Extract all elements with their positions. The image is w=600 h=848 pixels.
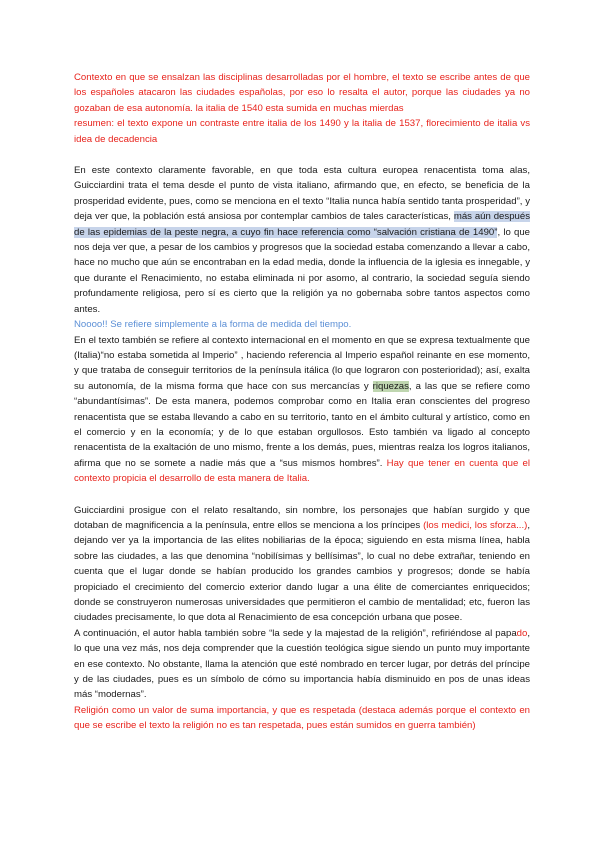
context-annotation: Contexto en que se ensalzan las disciplinas desarrolladas por el hombre, el texto se escribe antes de que los españoles atacaron las ciudades españolas, por eso lo resalta el autor, porque las ciudades ya no gozaban de esa autonomía. la italia de 1540 esta sumida en muchas mierdas <box>74 72 530 114</box>
paragraph-3 <box>74 503 530 626</box>
paragraph-2-highlight: riquezas <box>372 380 409 392</box>
paragraph-2-annotation: Hay que tener en cuenta que el contexto propicia el desarrollo de esta manera de Italia. <box>74 457 530 485</box>
paragraph-3-annotation: (los medici, los sforza...) <box>423 519 528 531</box>
paragraph-4-annotation: do <box>516 627 528 639</box>
paragraph-3-text-a: Guicciardini prosigue con el relato resaltando, sin nombre, los personajes que habían surgido y que dotaban de magnificencia a la península, entre ellos se menciona a los príncipes <box>74 504 530 531</box>
paragraph-2 <box>74 333 530 487</box>
paragraph-1 <box>74 163 530 317</box>
spacer <box>74 487 530 503</box>
summary-annotation: resumen: el texto expone un contraste entre italia de los 1490 y la italia de 1537, florecimiento de italia vs idea de decadencia <box>74 118 530 145</box>
paragraph-4 <box>74 626 530 703</box>
closing-annotation: Religión como un valor de suma importancia, y que es respetada (destaca además porque el contexto en que se escribe el texto la religión no es tan respetada, pues están sumidos en guerra también) <box>74 704 530 732</box>
paragraph-4-text-a: A continuación, el autor habla también sobre “la sede y la majestad de la religión”, refiriéndose al papa <box>74 627 517 639</box>
spacer <box>74 147 530 163</box>
blue-annotation: Noooo!! Se refiere simplemente a la forma de medida del tiempo. <box>74 319 352 331</box>
paragraph-4-text-b: , lo que una vez más, nos deja comprender que la cuestión teológica sigue siendo un punto muy importante en ese contexto. No obstante, llama la atención que esté nombrado en tercer lugar, por detrás del príncipe y de las ciudades, pues es un símbolo de cómo su importancia había disminuido en pos de unas ideas más “modernas”. <box>74 627 530 701</box>
paragraph-3-text-b: , dejando ver ya la importancia de las elites nobiliarias de la época; siguiendo en esta misma línea, habla sobre las ciudades, a las que denomina “nobilísimas y bellísimas”, lo cual no debe extrañar, teniendo en cuenta que el lugar donde se habían producido los grandes cambios y progresos; donde se había propiciado el crecimiento del comercio exterior dando lugar a una élite de comerciantes enriquecidos; donde se construyeron numerosas universidades que permitieron el cambio de mentalidad; etc, fueron las ciudades precisamente, lo que dota al Renacimiento de esa concepción urbana que posee. <box>74 519 530 624</box>
document-body <box>74 70 530 734</box>
paragraph-2-text-a: En el texto también se refiere al contexto internacional en el momento en que se expresa textualmente que (Italia)“no estaba sometida al Imperio” , haciendo referencia al Imperio español reinante en ese momento, y que trataba de conseguir territorios de la península itálica (lo que lograron con posterioridad); así, exalta su autonomía, de la misma forma que hace con sus mercancías y <box>74 334 530 392</box>
paragraph-1-text-b: , lo que nos deja ver que, a pesar de los cambios y progresos que la sociedad estaba comenzando a llevar a cabo, hace no mucho que aún se encontraban en la edad media, donde la influencia de la iglesia es innegable, y que durante el Renacimiento, no estaba eliminada ni por asomo, al contrario, la sociedad seguía siendo profundamente religiosa, pero sí es cierto que la religión ya no gobernaba sobre tantos aspectos como antes. <box>74 226 530 315</box>
paragraph-1-highlight: más aún después de las epidemias de la peste negra, a cuyo fin hace referencia como “salvación cristiana de 1490” <box>74 211 530 238</box>
paragraph-2-text-b: , a las que se refiere como “abundantísimas”. De esta manera, podemos comprobar como en Italia eran conscientes del progreso renacentista que se estaba llevando a cabo en su territorio, tanto en el ámbito cultural y artístico, como en el comercio y en la economía; y de lo que estaban orgullosos. Esto también va ligado al concepto renacentista de la exaltación de uno mismo, frente a los demás, pues, mientras realza los logros italianos, afirma que no se somete a nadie más que a “sus mismos hombres”. <box>74 380 530 469</box>
paragraph-1-text-a: En este contexto claramente favorable, en que toda esta cultura europea renacentista toma alas, Guicciardini trata el tema desde el punto de vista italiano, afirmando que, en efecto, se beneficia de la prosperidad evidente, pues, como se menciona en el texto “Italia nunca había sentido tanta prosperidad”, y deja ver que, la población está ansiosa por contemplar cambios de tales características, <box>74 165 530 223</box>
